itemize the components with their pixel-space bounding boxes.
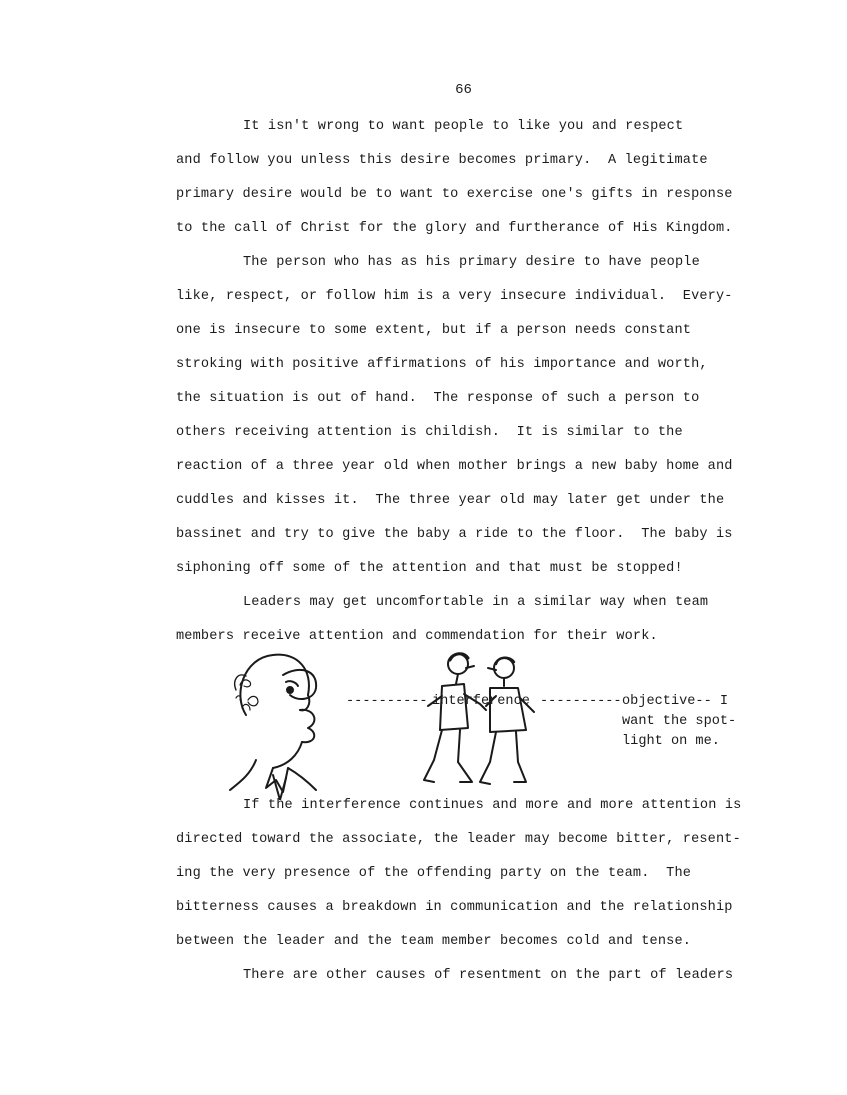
text-line: others receiving attention is childish. It is similar to the	[176, 425, 683, 440]
text-line: cuddles and kisses it. The three year old may later get under the	[176, 493, 725, 508]
text-line: stroking with positive affirmations of his importance and worth,	[176, 357, 708, 372]
page-number: 66	[455, 82, 472, 98]
text-line: ing the very presence of the offending party on the team. The	[176, 866, 692, 881]
interference-label: interference	[432, 694, 530, 709]
text-line: to the call of Christ for the glory and furtherance of His Kingdom.	[176, 221, 733, 236]
text-line: Leaders may get uncomfortable in a similar way when team	[243, 595, 709, 610]
text-line: If the interference continues and more and more attention is	[243, 798, 742, 813]
team-member-figure	[424, 654, 486, 782]
text-line: primary desire would be to want to exercise one's gifts in response	[176, 187, 733, 202]
text-line: like, respect, or follow him is a very insecure individual. Every-	[176, 289, 733, 304]
right-dashes: ----------	[540, 694, 622, 709]
leader-hair-texture	[236, 680, 258, 710]
text-line: the situation is out of hand. The response of such a person to	[176, 391, 700, 406]
text-line: directed toward the associate, the leader may become bitter, resent-	[176, 832, 741, 847]
text-line: bitterness causes a breakdown in communication and the relationship	[176, 900, 733, 915]
text-line: It isn't wrong to want people to like you and respect	[243, 119, 684, 134]
leader-head-drawing	[230, 655, 316, 800]
text-line: There are other causes of resentment on the part of leaders	[243, 968, 734, 983]
text-line: one is insecure to some extent, but if a person needs constant	[176, 323, 692, 338]
text-line: bassinet and try to give the baby a ride to the floor. The baby is	[176, 527, 733, 542]
text-line: between the leader and the team member becomes cold and tense.	[176, 934, 692, 949]
objective-line-2: want the spot-	[622, 714, 737, 729]
leader-figure	[480, 658, 534, 784]
objective-line-3: light on me.	[622, 734, 720, 749]
cartoon-illustration	[228, 650, 768, 800]
text-line: and follow you unless this desire becomes primary. A legitimate	[176, 153, 708, 168]
text-line: reaction of a three year old when mother brings a new baby home and	[176, 459, 733, 474]
objective-line-1: objective-- I	[622, 694, 729, 709]
text-line: The person who has as his primary desire to have people	[243, 255, 700, 270]
left-dashes: ----------	[346, 694, 428, 709]
text-line: siphoning off some of the attention and that must be stopped!	[176, 561, 683, 576]
text-line: members receive attention and commendation for their work.	[176, 629, 658, 644]
